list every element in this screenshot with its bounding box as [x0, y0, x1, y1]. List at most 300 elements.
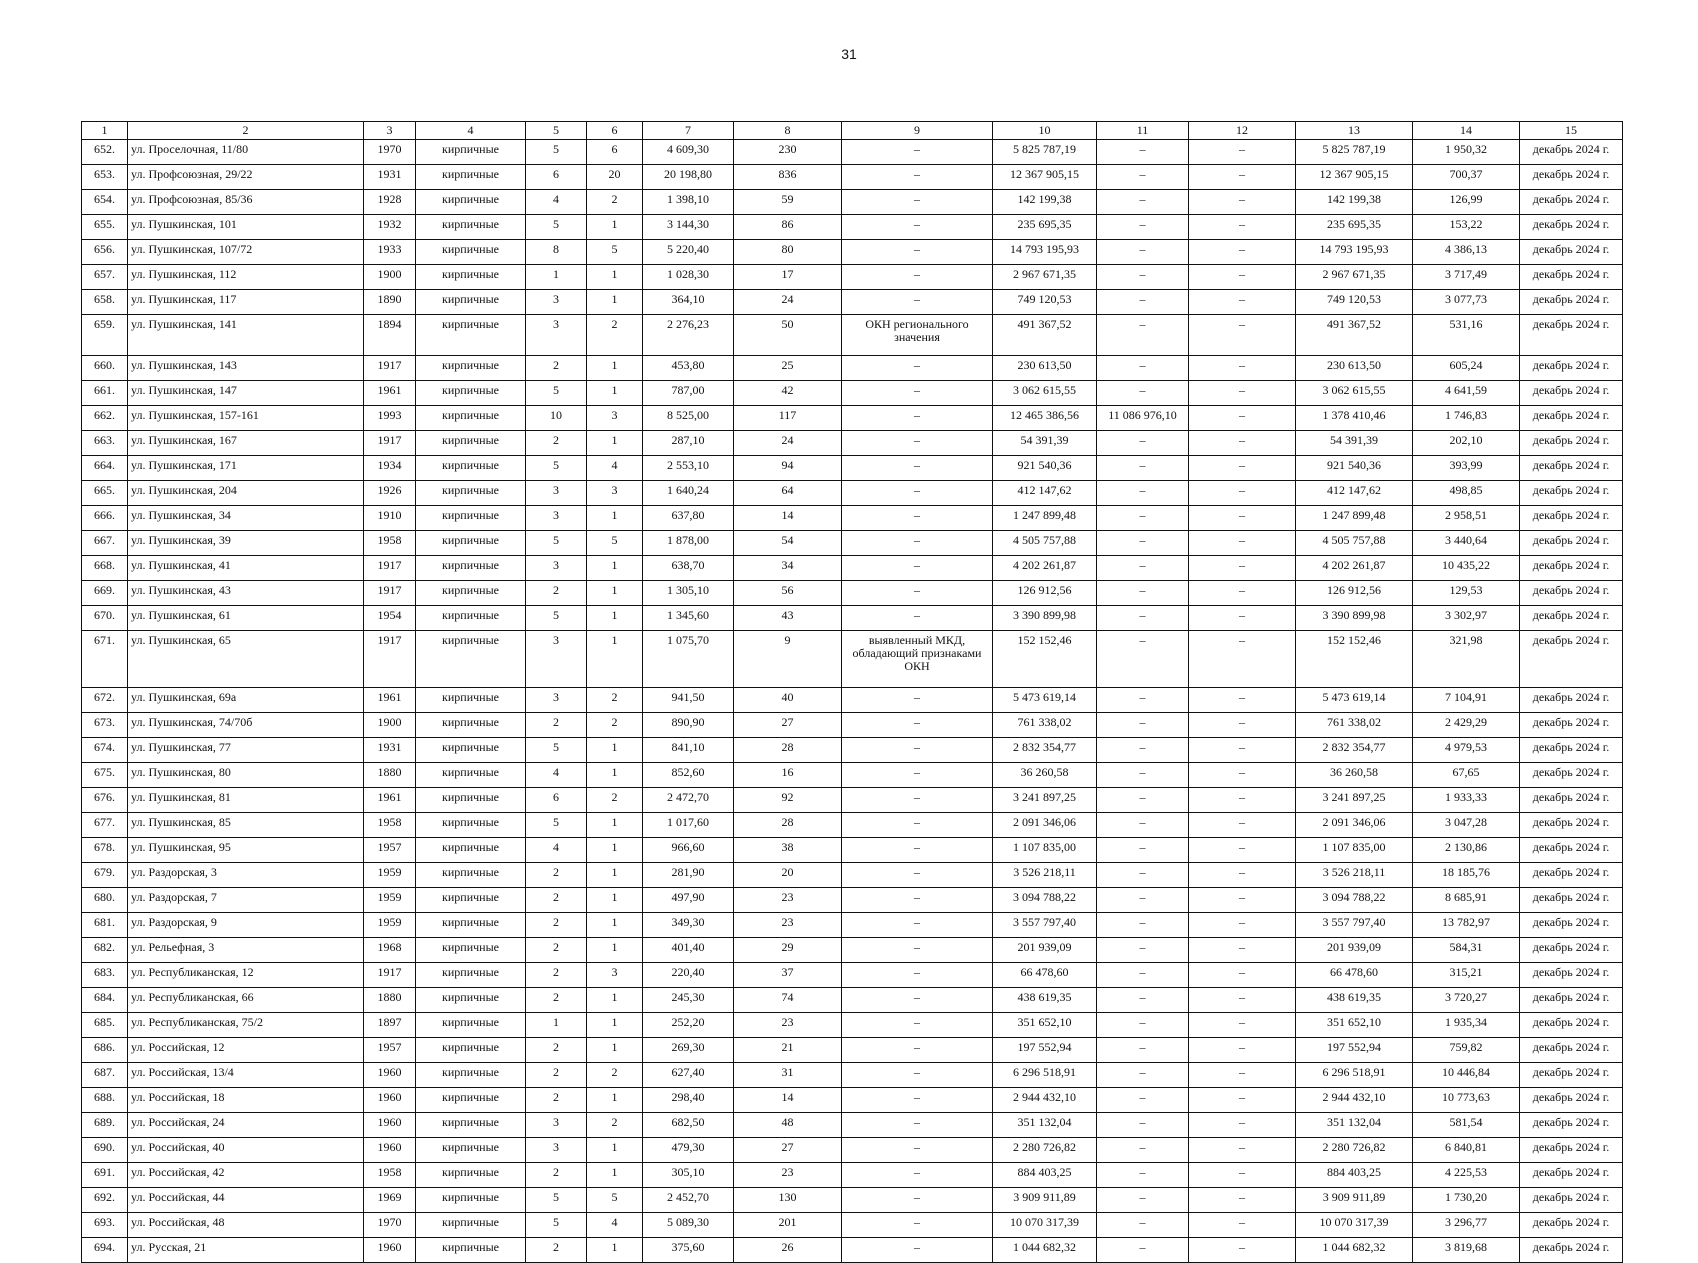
wall-material-cell: кирпичные	[416, 788, 526, 813]
wall-material-cell: кирпичные	[416, 290, 526, 315]
total-cost-cell: 14 793 195,93	[993, 240, 1097, 265]
area-cell: 638,70	[643, 556, 734, 581]
fund-cost-cell: –	[1097, 738, 1189, 763]
row-number-cell: 652.	[82, 140, 128, 165]
residents-cell: 29	[734, 938, 842, 963]
table-row	[82, 1113, 1623, 1138]
owners-cost-cell: 2 944 432,10	[1296, 1088, 1413, 1113]
heritage-status-cell: –	[842, 963, 993, 988]
heritage-status-cell: –	[842, 1013, 993, 1038]
row-number-cell: 656.	[82, 240, 128, 265]
entrances-cell: 1	[587, 938, 643, 963]
fund-cost-cell: –	[1097, 913, 1189, 938]
residents-cell: 40	[734, 688, 842, 713]
entrances-cell: 1	[587, 356, 643, 381]
entrances-cell: 1	[587, 381, 643, 406]
year-built-cell: 1960	[364, 1238, 416, 1263]
row-number-cell: 694.	[82, 1238, 128, 1263]
fund-cost-cell: 11 086 976,10	[1097, 406, 1189, 431]
cost-per-sqm-cell: 10 435,22	[1413, 556, 1520, 581]
wall-material-cell: кирпичные	[416, 1163, 526, 1188]
row-number-cell: 675.	[82, 763, 128, 788]
cost-per-sqm-cell: 153,22	[1413, 215, 1520, 240]
address-cell: ул. Русская, 21	[128, 1238, 364, 1263]
residents-cell: 48	[734, 1113, 842, 1138]
row-number-cell: 676.	[82, 788, 128, 813]
table-row	[82, 215, 1623, 240]
deadline-cell: декабрь 2024 г.	[1520, 788, 1623, 813]
year-built-cell: 1917	[364, 631, 416, 688]
area-cell: 1 878,00	[643, 531, 734, 556]
heritage-status-cell: –	[842, 165, 993, 190]
entrances-cell: 5	[587, 1188, 643, 1213]
owners-cost-cell: 5 473 619,14	[1296, 688, 1413, 713]
floors-cell: 5	[526, 456, 587, 481]
floors-cell: 2	[526, 988, 587, 1013]
cost-per-sqm-cell: 315,21	[1413, 963, 1520, 988]
row-number-cell: 681.	[82, 913, 128, 938]
total-cost-cell: 142 199,38	[993, 190, 1097, 215]
total-cost-cell: 66 478,60	[993, 963, 1097, 988]
total-cost-cell: 5 473 619,14	[993, 688, 1097, 713]
floors-cell: 8	[526, 240, 587, 265]
row-number-cell: 658.	[82, 290, 128, 315]
year-built-cell: 1894	[364, 315, 416, 356]
address-cell: ул. Проселочная, 11/80	[128, 140, 364, 165]
owners-cost-cell: 235 695,35	[1296, 215, 1413, 240]
fund-cost-cell: –	[1097, 506, 1189, 531]
row-number-cell: 670.	[82, 606, 128, 631]
owners-cost-cell: 197 552,94	[1296, 1038, 1413, 1063]
table-row	[82, 738, 1623, 763]
budget-cost-cell: –	[1189, 240, 1296, 265]
owners-cost-cell: 351 652,10	[1296, 1013, 1413, 1038]
row-number-cell: 672.	[82, 688, 128, 713]
row-number-cell: 677.	[82, 813, 128, 838]
year-built-cell: 1958	[364, 813, 416, 838]
area-cell: 281,90	[643, 863, 734, 888]
residents-cell: 23	[734, 1163, 842, 1188]
wall-material-cell: кирпичные	[416, 1113, 526, 1138]
deadline-cell: декабрь 2024 г.	[1520, 963, 1623, 988]
residents-cell: 24	[734, 290, 842, 315]
total-cost-cell: 2 280 726,82	[993, 1138, 1097, 1163]
year-built-cell: 1917	[364, 356, 416, 381]
owners-cost-cell: 749 120,53	[1296, 290, 1413, 315]
residents-cell: 42	[734, 381, 842, 406]
fund-cost-cell: –	[1097, 290, 1189, 315]
row-number-cell: 693.	[82, 1213, 128, 1238]
floors-cell: 5	[526, 606, 587, 631]
year-built-cell: 1954	[364, 606, 416, 631]
fund-cost-cell: –	[1097, 190, 1189, 215]
entrances-cell: 1	[587, 1163, 643, 1188]
cost-per-sqm-cell: 2 429,29	[1413, 713, 1520, 738]
entrances-cell: 1	[587, 813, 643, 838]
wall-material-cell: кирпичные	[416, 738, 526, 763]
heritage-status-cell: –	[842, 290, 993, 315]
deadline-cell: декабрь 2024 г.	[1520, 1163, 1623, 1188]
entrances-cell: 2	[587, 688, 643, 713]
year-built-cell: 1928	[364, 190, 416, 215]
entrances-cell: 2	[587, 788, 643, 813]
fund-cost-cell: –	[1097, 1163, 1189, 1188]
total-cost-cell: 884 403,25	[993, 1163, 1097, 1188]
heritage-status-cell: –	[842, 1188, 993, 1213]
cost-per-sqm-cell: 13 782,97	[1413, 913, 1520, 938]
cost-per-sqm-cell: 4 641,59	[1413, 381, 1520, 406]
owners-cost-cell: 142 199,38	[1296, 190, 1413, 215]
address-cell: ул. Пушкинская, 167	[128, 431, 364, 456]
heritage-status-cell: –	[842, 713, 993, 738]
residents-cell: 14	[734, 1088, 842, 1113]
wall-material-cell: кирпичные	[416, 356, 526, 381]
row-number-cell: 653.	[82, 165, 128, 190]
entrances-cell: 2	[587, 1063, 643, 1088]
cost-per-sqm-cell: 321,98	[1413, 631, 1520, 688]
entrances-cell: 4	[587, 1213, 643, 1238]
cost-per-sqm-cell: 581,54	[1413, 1113, 1520, 1138]
budget-cost-cell: –	[1189, 1138, 1296, 1163]
residents-cell: 43	[734, 606, 842, 631]
row-number-cell: 691.	[82, 1163, 128, 1188]
residents-cell: 64	[734, 481, 842, 506]
cost-per-sqm-cell: 531,16	[1413, 315, 1520, 356]
budget-cost-cell: –	[1189, 456, 1296, 481]
cost-per-sqm-cell: 4 225,53	[1413, 1163, 1520, 1188]
budget-cost-cell: –	[1189, 913, 1296, 938]
floors-cell: 1	[526, 265, 587, 290]
year-built-cell: 1917	[364, 963, 416, 988]
column-header: 5	[526, 122, 587, 140]
heritage-status-cell: –	[842, 356, 993, 381]
budget-cost-cell: –	[1189, 431, 1296, 456]
wall-material-cell: кирпичные	[416, 1088, 526, 1113]
wall-material-cell: кирпичные	[416, 938, 526, 963]
budget-cost-cell: –	[1189, 713, 1296, 738]
fund-cost-cell: –	[1097, 531, 1189, 556]
heritage-status-cell: –	[842, 738, 993, 763]
owners-cost-cell: 3 557 797,40	[1296, 913, 1413, 938]
year-built-cell: 1897	[364, 1013, 416, 1038]
column-header: 10	[993, 122, 1097, 140]
deadline-cell: декабрь 2024 г.	[1520, 265, 1623, 290]
deadline-cell: декабрь 2024 г.	[1520, 531, 1623, 556]
wall-material-cell: кирпичные	[416, 1213, 526, 1238]
heritage-status-cell: –	[842, 1138, 993, 1163]
deadline-cell: декабрь 2024 г.	[1520, 1213, 1623, 1238]
entrances-cell: 1	[587, 738, 643, 763]
fund-cost-cell: –	[1097, 1113, 1189, 1138]
fund-cost-cell: –	[1097, 763, 1189, 788]
heritage-status-cell: –	[842, 1063, 993, 1088]
deadline-cell: декабрь 2024 г.	[1520, 140, 1623, 165]
row-number-cell: 662.	[82, 406, 128, 431]
table-row	[82, 1063, 1623, 1088]
entrances-cell: 3	[587, 963, 643, 988]
floors-cell: 2	[526, 1238, 587, 1263]
address-cell: ул. Российская, 44	[128, 1188, 364, 1213]
year-built-cell: 1957	[364, 1038, 416, 1063]
fund-cost-cell: –	[1097, 688, 1189, 713]
area-cell: 2 472,70	[643, 788, 734, 813]
owners-cost-cell: 1 247 899,48	[1296, 506, 1413, 531]
residents-cell: 38	[734, 838, 842, 863]
residents-cell: 836	[734, 165, 842, 190]
area-cell: 2 276,23	[643, 315, 734, 356]
year-built-cell: 1880	[364, 988, 416, 1013]
column-header: 9	[842, 122, 993, 140]
owners-cost-cell: 201 939,09	[1296, 938, 1413, 963]
residents-cell: 92	[734, 788, 842, 813]
column-header: 15	[1520, 122, 1623, 140]
budget-cost-cell: –	[1189, 1063, 1296, 1088]
heritage-status-cell: –	[842, 506, 993, 531]
total-cost-cell: 1 247 899,48	[993, 506, 1097, 531]
cost-per-sqm-cell: 10 446,84	[1413, 1063, 1520, 1088]
year-built-cell: 1958	[364, 531, 416, 556]
heritage-status-cell: –	[842, 1113, 993, 1138]
budget-cost-cell: –	[1189, 1038, 1296, 1063]
year-built-cell: 1968	[364, 938, 416, 963]
address-cell: ул. Раздорская, 9	[128, 913, 364, 938]
heritage-status-cell: –	[842, 190, 993, 215]
area-cell: 787,00	[643, 381, 734, 406]
total-cost-cell: 921 540,36	[993, 456, 1097, 481]
area-cell: 890,90	[643, 713, 734, 738]
floors-cell: 3	[526, 506, 587, 531]
total-cost-cell: 3 526 218,11	[993, 863, 1097, 888]
heritage-status-cell: –	[842, 838, 993, 863]
total-cost-cell: 438 619,35	[993, 988, 1097, 1013]
owners-cost-cell: 3 909 911,89	[1296, 1188, 1413, 1213]
budget-cost-cell: –	[1189, 963, 1296, 988]
floors-cell: 4	[526, 190, 587, 215]
row-number-cell: 671.	[82, 631, 128, 688]
wall-material-cell: кирпичные	[416, 140, 526, 165]
fund-cost-cell: –	[1097, 1238, 1189, 1263]
wall-material-cell: кирпичные	[416, 763, 526, 788]
fund-cost-cell: –	[1097, 1088, 1189, 1113]
area-cell: 8 525,00	[643, 406, 734, 431]
total-cost-cell: 3 241 897,25	[993, 788, 1097, 813]
cost-per-sqm-cell: 759,82	[1413, 1038, 1520, 1063]
area-cell: 1 345,60	[643, 606, 734, 631]
residents-cell: 201	[734, 1213, 842, 1238]
floors-cell: 5	[526, 215, 587, 240]
entrances-cell: 1	[587, 1088, 643, 1113]
area-cell: 1 305,10	[643, 581, 734, 606]
area-cell: 349,30	[643, 913, 734, 938]
deadline-cell: декабрь 2024 г.	[1520, 713, 1623, 738]
wall-material-cell: кирпичные	[416, 838, 526, 863]
heritage-status-cell: –	[842, 240, 993, 265]
owners-cost-cell: 4 202 261,87	[1296, 556, 1413, 581]
budget-cost-cell: –	[1189, 581, 1296, 606]
owners-cost-cell: 412 147,62	[1296, 481, 1413, 506]
row-number-cell: 674.	[82, 738, 128, 763]
deadline-cell: декабрь 2024 г.	[1520, 838, 1623, 863]
entrances-cell: 3	[587, 481, 643, 506]
fund-cost-cell: –	[1097, 888, 1189, 913]
total-cost-cell: 3 909 911,89	[993, 1188, 1097, 1213]
residents-cell: 34	[734, 556, 842, 581]
wall-material-cell: кирпичные	[416, 1238, 526, 1263]
table-row	[82, 713, 1623, 738]
area-cell: 4 609,30	[643, 140, 734, 165]
table-row	[82, 456, 1623, 481]
deadline-cell: декабрь 2024 г.	[1520, 1013, 1623, 1038]
address-cell: ул. Пушкинская, 204	[128, 481, 364, 506]
row-number-cell: 655.	[82, 215, 128, 240]
area-cell: 497,90	[643, 888, 734, 913]
fund-cost-cell: –	[1097, 140, 1189, 165]
year-built-cell: 1917	[364, 581, 416, 606]
wall-material-cell: кирпичные	[416, 190, 526, 215]
deadline-cell: декабрь 2024 г.	[1520, 988, 1623, 1013]
area-cell: 2 452,70	[643, 1188, 734, 1213]
fund-cost-cell: –	[1097, 215, 1189, 240]
year-built-cell: 1880	[364, 763, 416, 788]
residents-cell: 9	[734, 631, 842, 688]
deadline-cell: декабрь 2024 г.	[1520, 190, 1623, 215]
entrances-cell: 1	[587, 863, 643, 888]
year-built-cell: 1934	[364, 456, 416, 481]
entrances-cell: 1	[587, 290, 643, 315]
fund-cost-cell: –	[1097, 1063, 1189, 1088]
table-row	[82, 988, 1623, 1013]
area-cell: 1 028,30	[643, 265, 734, 290]
table-row	[82, 140, 1623, 165]
year-built-cell: 1959	[364, 913, 416, 938]
owners-cost-cell: 2 967 671,35	[1296, 265, 1413, 290]
column-header: 12	[1189, 122, 1296, 140]
year-built-cell: 1993	[364, 406, 416, 431]
residents-cell: 94	[734, 456, 842, 481]
floors-cell: 3	[526, 1113, 587, 1138]
owners-cost-cell: 6 296 518,91	[1296, 1063, 1413, 1088]
residents-cell: 80	[734, 240, 842, 265]
page-number: 31	[841, 46, 857, 62]
budget-cost-cell: –	[1189, 763, 1296, 788]
table-row	[82, 863, 1623, 888]
table-row	[82, 1213, 1623, 1238]
heritage-status-cell: –	[842, 1163, 993, 1188]
cost-per-sqm-cell: 700,37	[1413, 165, 1520, 190]
wall-material-cell: кирпичные	[416, 963, 526, 988]
wall-material-cell: кирпичные	[416, 431, 526, 456]
area-cell: 252,20	[643, 1013, 734, 1038]
residents-cell: 20	[734, 863, 842, 888]
entrances-cell: 2	[587, 1113, 643, 1138]
address-cell: ул. Пушкинская, 147	[128, 381, 364, 406]
address-cell: ул. Российская, 42	[128, 1163, 364, 1188]
year-built-cell: 1959	[364, 863, 416, 888]
floors-cell: 2	[526, 1088, 587, 1113]
total-cost-cell: 749 120,53	[993, 290, 1097, 315]
area-cell: 5 089,30	[643, 1213, 734, 1238]
entrances-cell: 1	[587, 1038, 643, 1063]
table-row	[82, 290, 1623, 315]
fund-cost-cell: –	[1097, 938, 1189, 963]
floors-cell: 5	[526, 1188, 587, 1213]
residents-cell: 27	[734, 1138, 842, 1163]
entrances-cell: 2	[587, 713, 643, 738]
fund-cost-cell: –	[1097, 431, 1189, 456]
deadline-cell: декабрь 2024 г.	[1520, 688, 1623, 713]
fund-cost-cell: –	[1097, 1138, 1189, 1163]
total-cost-cell: 12 465 386,56	[993, 406, 1097, 431]
entrances-cell: 1	[587, 763, 643, 788]
residents-cell: 50	[734, 315, 842, 356]
heritage-status-cell: –	[842, 938, 993, 963]
budget-cost-cell: –	[1189, 315, 1296, 356]
owners-cost-cell: 1 378 410,46	[1296, 406, 1413, 431]
cost-per-sqm-cell: 3 717,49	[1413, 265, 1520, 290]
area-cell: 637,80	[643, 506, 734, 531]
owners-cost-cell: 351 132,04	[1296, 1113, 1413, 1138]
table-row	[82, 888, 1623, 913]
fund-cost-cell: –	[1097, 481, 1189, 506]
table-row	[82, 631, 1623, 688]
heritage-status-cell: –	[842, 265, 993, 290]
owners-cost-cell: 761 338,02	[1296, 713, 1413, 738]
year-built-cell: 1970	[364, 1213, 416, 1238]
wall-material-cell: кирпичные	[416, 863, 526, 888]
year-built-cell: 1960	[364, 1063, 416, 1088]
year-built-cell: 1961	[364, 381, 416, 406]
area-cell: 966,60	[643, 838, 734, 863]
fund-cost-cell: –	[1097, 381, 1189, 406]
budget-cost-cell: –	[1189, 1238, 1296, 1263]
cost-per-sqm-cell: 67,65	[1413, 763, 1520, 788]
owners-cost-cell: 3 526 218,11	[1296, 863, 1413, 888]
total-cost-cell: 1 044 682,32	[993, 1238, 1097, 1263]
address-cell: ул. Пушкинская, 61	[128, 606, 364, 631]
budget-cost-cell: –	[1189, 481, 1296, 506]
budget-cost-cell: –	[1189, 1088, 1296, 1113]
row-number-cell: 659.	[82, 315, 128, 356]
address-cell: ул. Российская, 13/4	[128, 1063, 364, 1088]
row-number-cell: 688.	[82, 1088, 128, 1113]
residents-cell: 23	[734, 1013, 842, 1038]
fund-cost-cell: –	[1097, 1188, 1189, 1213]
fund-cost-cell: –	[1097, 788, 1189, 813]
deadline-cell: декабрь 2024 г.	[1520, 938, 1623, 963]
area-cell: 220,40	[643, 963, 734, 988]
column-number-header-row	[82, 122, 1623, 140]
wall-material-cell: кирпичные	[416, 1138, 526, 1163]
owners-cost-cell: 126 912,56	[1296, 581, 1413, 606]
table-row	[82, 1038, 1623, 1063]
cost-per-sqm-cell: 3 440,64	[1413, 531, 1520, 556]
wall-material-cell: кирпичные	[416, 581, 526, 606]
cost-per-sqm-cell: 605,24	[1413, 356, 1520, 381]
floors-cell: 4	[526, 838, 587, 863]
deadline-cell: декабрь 2024 г.	[1520, 356, 1623, 381]
year-built-cell: 1957	[364, 838, 416, 863]
floors-cell: 2	[526, 938, 587, 963]
cost-per-sqm-cell: 2 958,51	[1413, 506, 1520, 531]
cost-per-sqm-cell: 1 950,32	[1413, 140, 1520, 165]
cost-per-sqm-cell: 4 386,13	[1413, 240, 1520, 265]
address-cell: ул. Республиканская, 66	[128, 988, 364, 1013]
area-cell: 2 553,10	[643, 456, 734, 481]
heritage-status-cell: –	[842, 988, 993, 1013]
year-built-cell: 1960	[364, 1088, 416, 1113]
area-cell: 305,10	[643, 1163, 734, 1188]
fund-cost-cell: –	[1097, 265, 1189, 290]
